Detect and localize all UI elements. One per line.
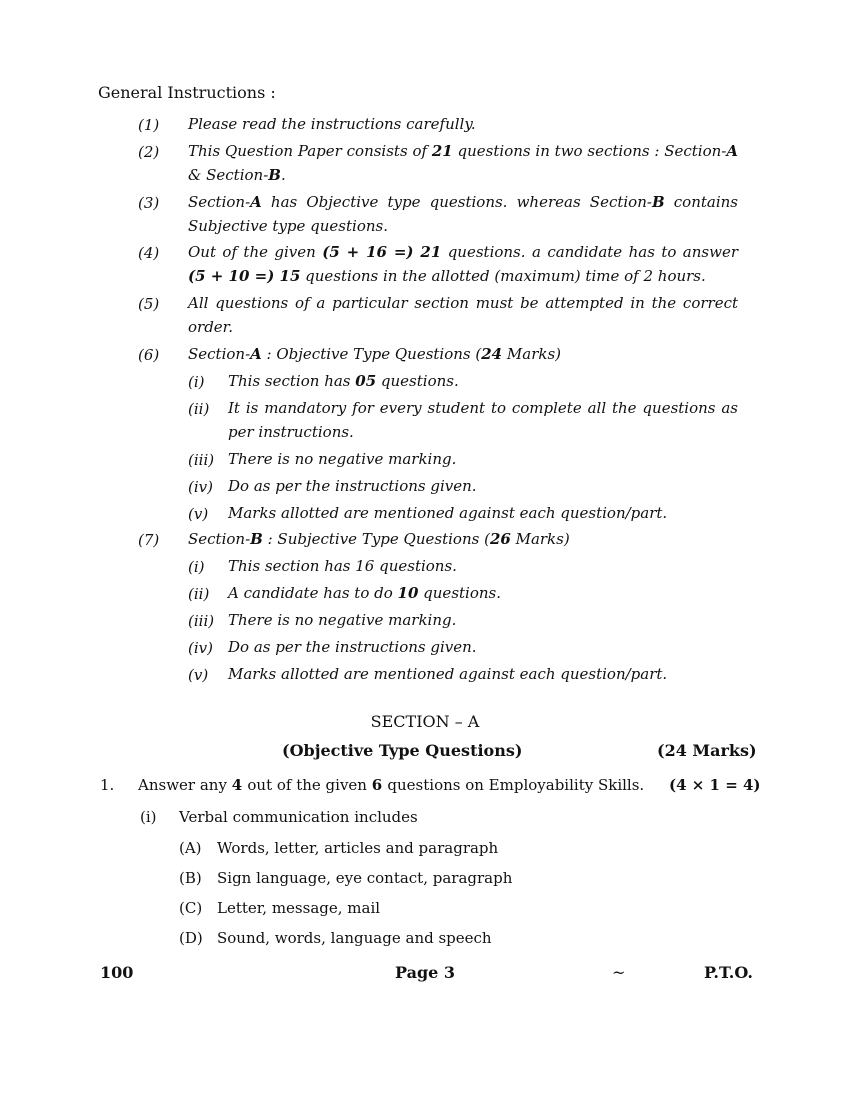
sub-instruction-number: (i)	[188, 373, 205, 391]
instruction-text-continued: order.	[188, 318, 233, 336]
instruction-number: (6)	[138, 346, 160, 364]
sub-instruction-number: (iii)	[188, 451, 215, 469]
instruction-text-continued: Subjective type questions.	[188, 217, 388, 235]
sub-instruction-number: (i)	[188, 558, 205, 576]
option-text: Letter, message, mail	[217, 899, 381, 917]
option-text: Sign language, eye contact, paragraph	[217, 869, 513, 887]
sub-instruction-text: Marks allotted are mentioned against each question/part.	[228, 504, 668, 522]
instruction-text: Please read the instructions carefully.	[188, 115, 476, 133]
section-marks: (24 Marks)	[657, 741, 757, 760]
option-text: Words, letter, articles and paragraph	[217, 839, 499, 857]
option-label: (B)	[179, 869, 202, 887]
question-text: Answer any 4 out of the given 6 questions on Employability Skills.	[138, 776, 645, 794]
sub-instruction-text: Do as per the instructions given.	[228, 477, 477, 495]
sub-instruction-text: Do as per the instructions given.	[228, 638, 477, 656]
sub-instruction-number: (v)	[188, 666, 209, 684]
instruction-text: Section-A has Objective type questions. whereas Section-B contains	[188, 193, 738, 211]
sub-instruction-number: (ii)	[188, 400, 210, 418]
instruction-text: Out of the given (5 + 16 =) 21 questions. a candidate has to answer	[188, 243, 738, 261]
instruction-text: All questions of a particular section must be attempted in the correct	[188, 294, 738, 312]
sub-instruction-number: (v)	[188, 505, 209, 523]
option-label: (A)	[179, 839, 202, 857]
sub-instruction-number: (iii)	[188, 612, 215, 630]
instruction-number: (7)	[138, 531, 160, 549]
sub-instruction-text: There is no negative marking.	[228, 611, 457, 629]
section-title: SECTION – A	[370, 712, 480, 731]
section-subtitle: (Objective Type Questions)	[282, 741, 523, 760]
sub-instruction-number: (iv)	[188, 478, 213, 496]
sub-instruction-text: This section has 16 questions.	[228, 557, 457, 575]
question-number: 1.	[100, 776, 115, 794]
paper-code: 100	[100, 963, 134, 982]
instruction-number: (1)	[138, 116, 160, 134]
question-marks: (4 × 1 = 4)	[669, 776, 761, 794]
sub-instruction-text: There is no negative marking.	[228, 450, 457, 468]
instruction-text: This Question Paper consists of 21 questions in two sections : Section-A	[188, 142, 739, 160]
sub-instruction-text: A candidate has to do 10 questions.	[228, 584, 501, 602]
instruction-text-continued: (5 + 10 =) 15 questions in the allotted (maximum) time of 2 hours.	[188, 267, 706, 285]
section-a-instruction: Section-A : Objective Type Questions (24 Marks)	[188, 345, 562, 363]
instruction-number: (5)	[138, 295, 160, 313]
sub-instruction-number: (ii)	[188, 585, 210, 603]
sub-instruction-text-continued: per instructions.	[228, 423, 354, 441]
option-text: Sound, words, language and speech	[217, 929, 492, 947]
tilde-mark: ~	[612, 963, 626, 982]
subquestion-text: Verbal communication includes	[179, 808, 418, 826]
instruction-number: (3)	[138, 194, 160, 212]
page-number: Page 3	[395, 963, 456, 982]
instruction-number: (2)	[138, 143, 160, 161]
option-label: (C)	[179, 899, 203, 917]
sub-instruction-text: Marks allotted are mentioned against each question/part.	[228, 665, 668, 683]
instruction-number: (4)	[138, 244, 160, 262]
sub-instruction-text: It is mandatory for every student to complete all the questions as	[228, 399, 738, 417]
section-b-instruction: Section-B : Subjective Type Questions (26 Marks)	[188, 530, 570, 548]
subquestion-number: (i)	[140, 808, 157, 826]
sub-instruction-text: This section has 05 questions.	[228, 372, 459, 390]
instruction-text-continued: & Section-B.	[188, 166, 286, 184]
pto-label: P.T.O.	[704, 963, 753, 982]
sub-instruction-number: (iv)	[188, 639, 213, 657]
option-label: (D)	[179, 929, 203, 947]
instructions-heading: General Instructions :	[98, 83, 276, 102]
